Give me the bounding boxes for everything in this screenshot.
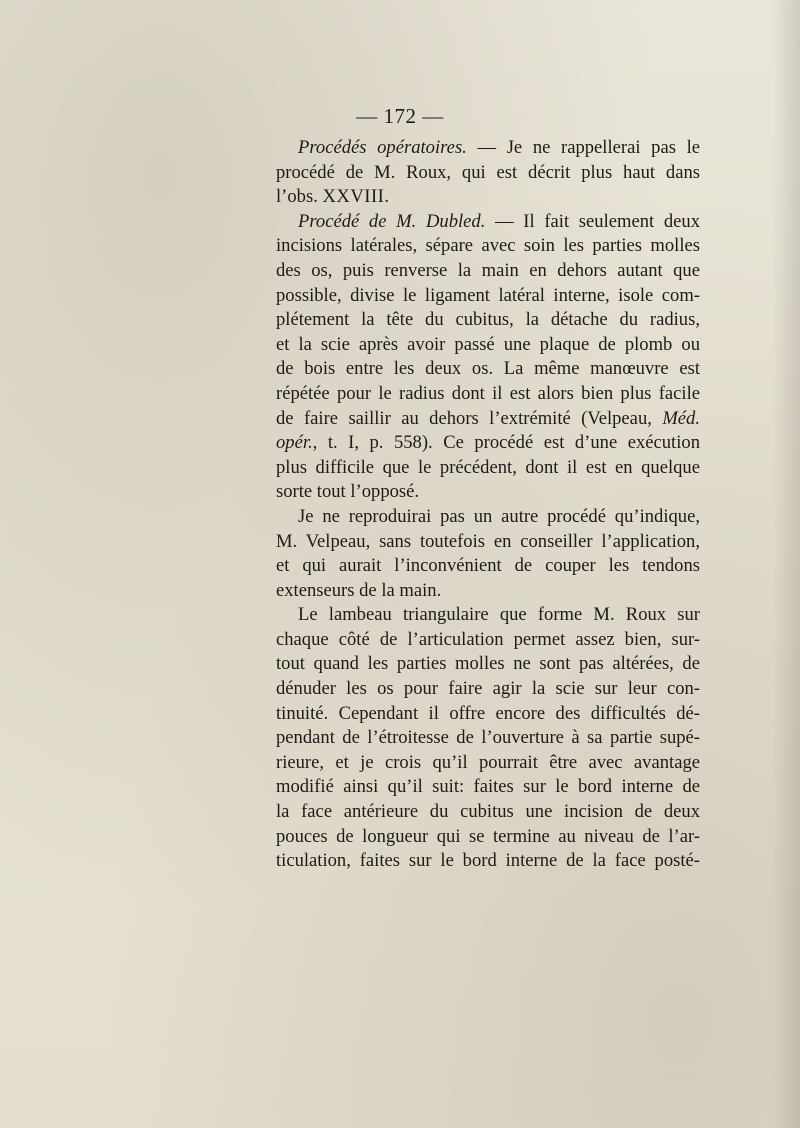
text-line xyxy=(276,382,700,407)
text-run: des os, puis renverse la main en dehors autant que xyxy=(276,259,700,281)
text-line xyxy=(276,308,700,333)
text-run: possible, divise le ligament latéral interne, isole com- xyxy=(276,284,700,306)
text-line xyxy=(276,775,700,800)
text-run: . xyxy=(384,186,389,208)
text-line xyxy=(276,333,700,358)
italic-text: Procédé de M. Dubled. xyxy=(298,210,486,232)
text-line xyxy=(276,751,700,776)
text-run: rieure, et je crois qu’il pourrait être avec avantage xyxy=(276,751,700,773)
text-line xyxy=(276,234,700,259)
body-text xyxy=(276,136,700,874)
text-line xyxy=(276,652,700,677)
small-caps-text: XXVIII xyxy=(322,186,385,208)
text-line xyxy=(276,825,700,850)
page-edge-shadow xyxy=(772,0,800,1128)
text-line xyxy=(276,800,700,825)
text-line xyxy=(276,456,700,481)
text-line xyxy=(276,849,700,874)
text-line xyxy=(276,554,700,579)
text-line xyxy=(276,702,700,727)
text-line xyxy=(276,579,700,604)
text-run: tinuité. Cependant il offre encore des difficultés dé- xyxy=(276,702,700,724)
text-run: tout quand les parties molles ne sont pas altérées, de xyxy=(276,653,700,675)
text-run: répétée pour le radius dont il est alors bien plus facile xyxy=(276,382,700,404)
text-line xyxy=(276,185,700,210)
text-run: procédé de M. Roux, qui est décrit plus haut dans xyxy=(276,161,700,183)
text-run: plus difficile que le précédent, dont il est en quelque xyxy=(276,456,700,478)
text-run: et qui aurait l’inconvénient de couper les tendons xyxy=(276,555,700,577)
text-line xyxy=(276,530,700,555)
italic-text: Procédés opératoires. xyxy=(298,137,467,158)
text-line xyxy=(276,136,700,161)
text-line xyxy=(276,161,700,186)
text-line xyxy=(276,677,700,702)
text-line xyxy=(276,431,700,456)
text-run: la face antérieure du cubitus une incision de deux xyxy=(276,801,700,823)
page-number: — 172 — xyxy=(356,104,444,128)
text-run: sorte tout l’opposé. xyxy=(276,481,420,503)
text-line xyxy=(276,603,700,628)
text-run: de bois entre les deux os. La même manœuvre est xyxy=(276,358,700,380)
italic-text: opér. xyxy=(276,432,313,454)
text-run: M. Velpeau, sans toutefois en conseiller l’application, xyxy=(276,530,700,552)
text-run: incisions latérales, sépare avec soin les parties molles xyxy=(276,235,700,257)
text-run: — Je ne rappellerai pas le xyxy=(466,137,700,158)
text-run: plétement la tête du cubitus, la détache du radius, xyxy=(276,309,700,331)
text-run: l’obs. xyxy=(276,186,323,208)
text-run: modifié ainsi qu’il suit: faites sur le bord interne de xyxy=(276,776,700,798)
text-run: , t. I, p. 558). Ce procédé est d’une exécution xyxy=(312,432,700,454)
text-run: Le lambeau triangulaire que forme M. Roux sur xyxy=(298,604,700,626)
text-line xyxy=(276,480,700,505)
italic-text: Méd. xyxy=(662,407,700,429)
text-line xyxy=(276,628,700,653)
text-line xyxy=(276,357,700,382)
text-run: pouces de longueur qui se termine au niveau de l’ar- xyxy=(276,825,700,847)
text-line xyxy=(276,210,700,235)
text-line xyxy=(276,407,700,432)
text-line xyxy=(276,284,700,309)
text-line xyxy=(276,259,700,284)
text-line xyxy=(276,726,700,751)
text-run: Je ne reproduirai pas un autre procédé qu’indique, xyxy=(298,505,700,527)
text-run: — Il fait seulement deux xyxy=(485,210,700,232)
text-run: pendant de l’étroitesse de l’ouverture à sa partie supé- xyxy=(276,727,700,749)
text-line xyxy=(276,505,700,530)
text-run: extenseurs de la main. xyxy=(276,579,442,601)
text-run: dénuder les os pour faire agir la scie sur leur con- xyxy=(276,678,700,700)
text-run: et la scie après avoir passé une plaque de plomb ou xyxy=(276,333,700,355)
text-run: chaque côté de l’articulation permet assez bien, sur- xyxy=(276,628,700,650)
text-run: de faire saillir au dehors l’extrémité (Velpeau, xyxy=(276,407,663,429)
text-run: ticulation, faites sur le bord interne de la face posté- xyxy=(276,850,700,872)
